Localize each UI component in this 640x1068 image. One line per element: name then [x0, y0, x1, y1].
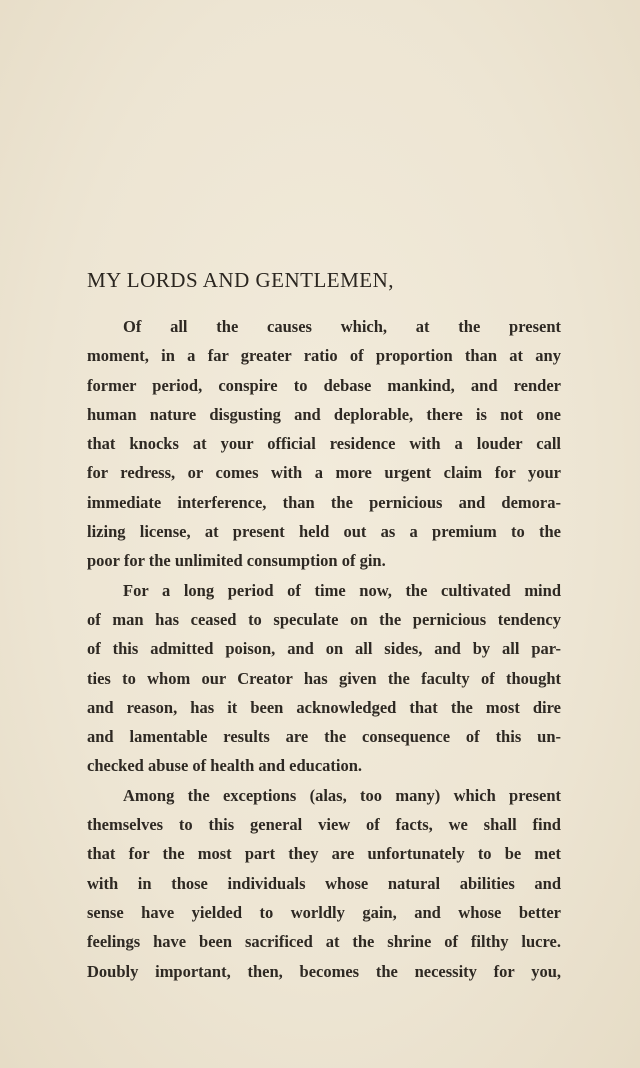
- text-line: themselves to this general view of facts, we shall find: [87, 815, 561, 835]
- text-line: for redress, or comes with a more urgent claim for your: [87, 463, 561, 483]
- text-line: For a long period of time now, the cultivated mind: [123, 580, 561, 600]
- text-line: sense have yielded to worldly gain, and whose better: [87, 902, 561, 922]
- text-line: and reason, has it been acknowledged that the most dire: [87, 697, 561, 717]
- text-line: ties to whom our Creator has given the faculty of thought: [87, 668, 561, 688]
- salutation-heading: MY LORDS AND GENTLEMEN,: [87, 268, 395, 292]
- text-line: and lamentable results are the consequence of this un-: [87, 727, 561, 747]
- text-line: poor for the unlimited consumption of gin.: [87, 551, 386, 571]
- body-text: [87, 312, 561, 986]
- text-line: Among the exceptions (alas, too many) which present: [123, 785, 561, 805]
- text-line: of man has ceased to speculate on the pernicious tendency: [87, 609, 561, 629]
- text-line: human nature disgusting and deplorable, there is not one: [87, 404, 561, 424]
- text-line: of this admitted poison, and on all sides, and by all par-: [87, 639, 561, 659]
- text-line: that for the most part they are unfortunately to be met: [87, 844, 561, 864]
- text-line: lizing license, at present held out as a premium to the: [87, 522, 561, 542]
- text-line: Of all the causes which, at the present: [123, 317, 561, 336]
- text-line: immediate interference, than the pernicious and demora-: [87, 492, 561, 512]
- text-line: moment, in a far greater ratio of proportion than at any: [87, 346, 561, 366]
- text-line: checked abuse of health and education.: [87, 756, 363, 776]
- text-line: feelings have been sacrificed at the shrine of filthy lucre.: [87, 932, 561, 952]
- text-line: with in those individuals whose natural abilities and: [87, 873, 561, 893]
- text-line: Doubly important, then, becomes the necessity for you,: [87, 961, 561, 981]
- text-line: former period, conspire to debase mankind, and render: [87, 375, 561, 395]
- text-line: that knocks at your official residence with a louder call: [87, 434, 561, 454]
